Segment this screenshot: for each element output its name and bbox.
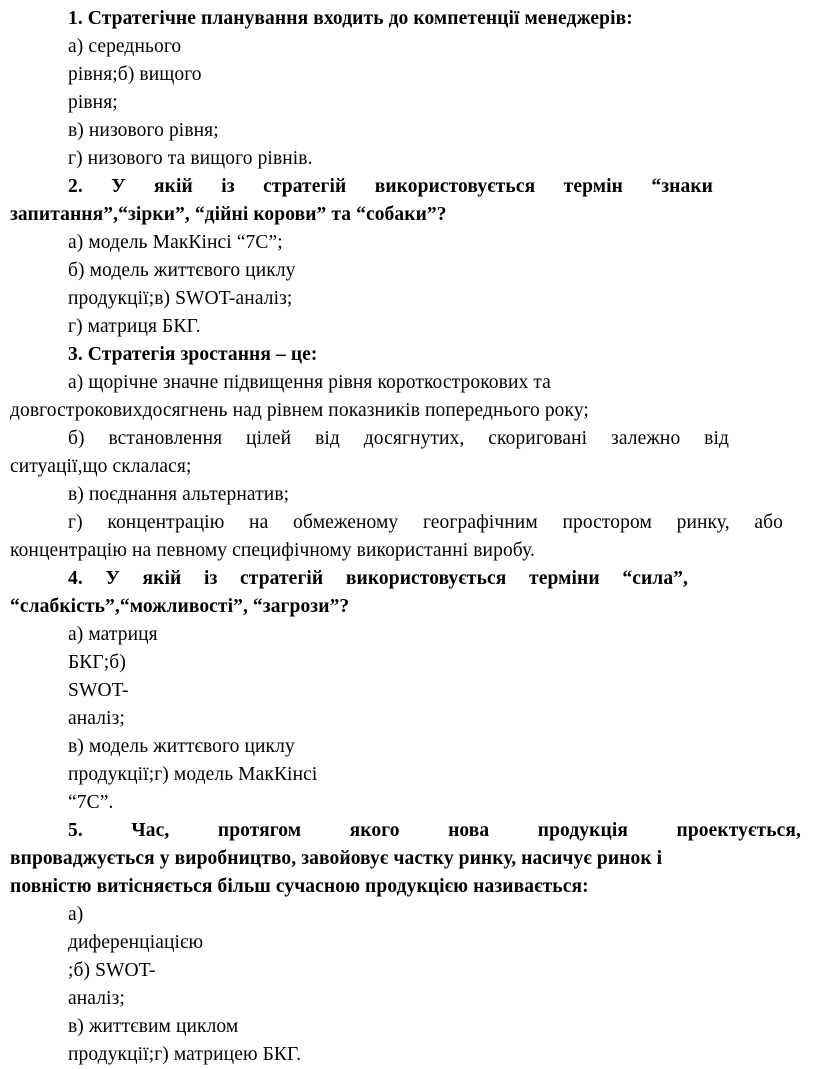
question-3-option: довгостроковихдосягнень над рівнем показників попереднього року; [10, 400, 589, 421]
question-4-option: аналіз; [68, 708, 125, 729]
question-5-option: ;б) SWOT- [68, 960, 156, 981]
question-3-option: концентрацію на певному специфічному використанні виробу. [10, 540, 535, 561]
question-5-option: диференціацією [68, 932, 204, 953]
question-5-option: а) [68, 904, 84, 925]
question-2-option: б) модель життєвого циклу [68, 260, 296, 281]
question-5-line-1: 5. Час, протягом якого нова продукція проектується, [68, 820, 801, 841]
question-5-line-3: повністю витісняється більш сучасною продукцією називається: [10, 876, 589, 897]
question-1-option: рівня;б) вищого [68, 64, 202, 85]
question-2-option: а) модель МакКінсі “7С”; [68, 232, 283, 253]
question-1-option: рівня; [68, 92, 118, 113]
question-3-option: г) концентрацію на обмеженому географічним простором ринку, або [68, 512, 783, 533]
question-5-option: аналіз; [68, 988, 125, 1009]
question-4-option: а) матриця [68, 624, 158, 645]
question-4-line-2: “слабкість”,“можливості”, “загрози”? [10, 596, 350, 617]
question-2-option: г) матриця БКГ. [68, 316, 201, 337]
question-1-line-1: 1. Стратегічне планування входить до компетенції менеджерів: [68, 8, 633, 29]
question-5-option: продукції;г) матрицею БКГ. [68, 1044, 302, 1065]
question-2-option: продукції;в) SWOT-аналіз; [68, 288, 293, 309]
question-3-option: в) поєднання альтернатив; [68, 484, 290, 505]
question-3-option: а) щорічне значне підвищення рівня короткострокових та [68, 372, 551, 393]
question-1-option: г) низового та вищого рівнів. [68, 148, 313, 169]
question-1-option: а) середнього [68, 36, 182, 57]
question-2-line-1: 2. У якій із стратегій використовується термін “знаки [68, 176, 713, 197]
question-4-option: SWOT- [68, 680, 129, 701]
question-4-line-1: 4. У якій із стратегій використовується терміни “сила”, [68, 568, 688, 589]
question-3-line-1: 3. Стратегія зростання – це: [68, 344, 318, 365]
question-4-option: продукції;г) модель МакКінсі [68, 764, 318, 785]
question-4-option: “7С”. [68, 792, 114, 813]
question-4-option: в) модель життєвого циклу [68, 736, 295, 757]
question-1-option: в) низового рівня; [68, 120, 219, 141]
question-4-option: БКГ;б) [68, 652, 126, 673]
question-2-line-2: запитання”,“зірки”, “дійні корови” та “собаки”? [10, 204, 447, 225]
question-5-option: в) життєвим циклом [68, 1016, 239, 1037]
question-5-line-2: впроваджується у виробництво, завойовує частку ринку, насичує ринок і [10, 848, 663, 869]
question-3-option: б) встановлення цілей від досягнутих, скориговані залежно від [68, 428, 729, 449]
question-3-option: ситуації,що склалася; [10, 456, 192, 477]
